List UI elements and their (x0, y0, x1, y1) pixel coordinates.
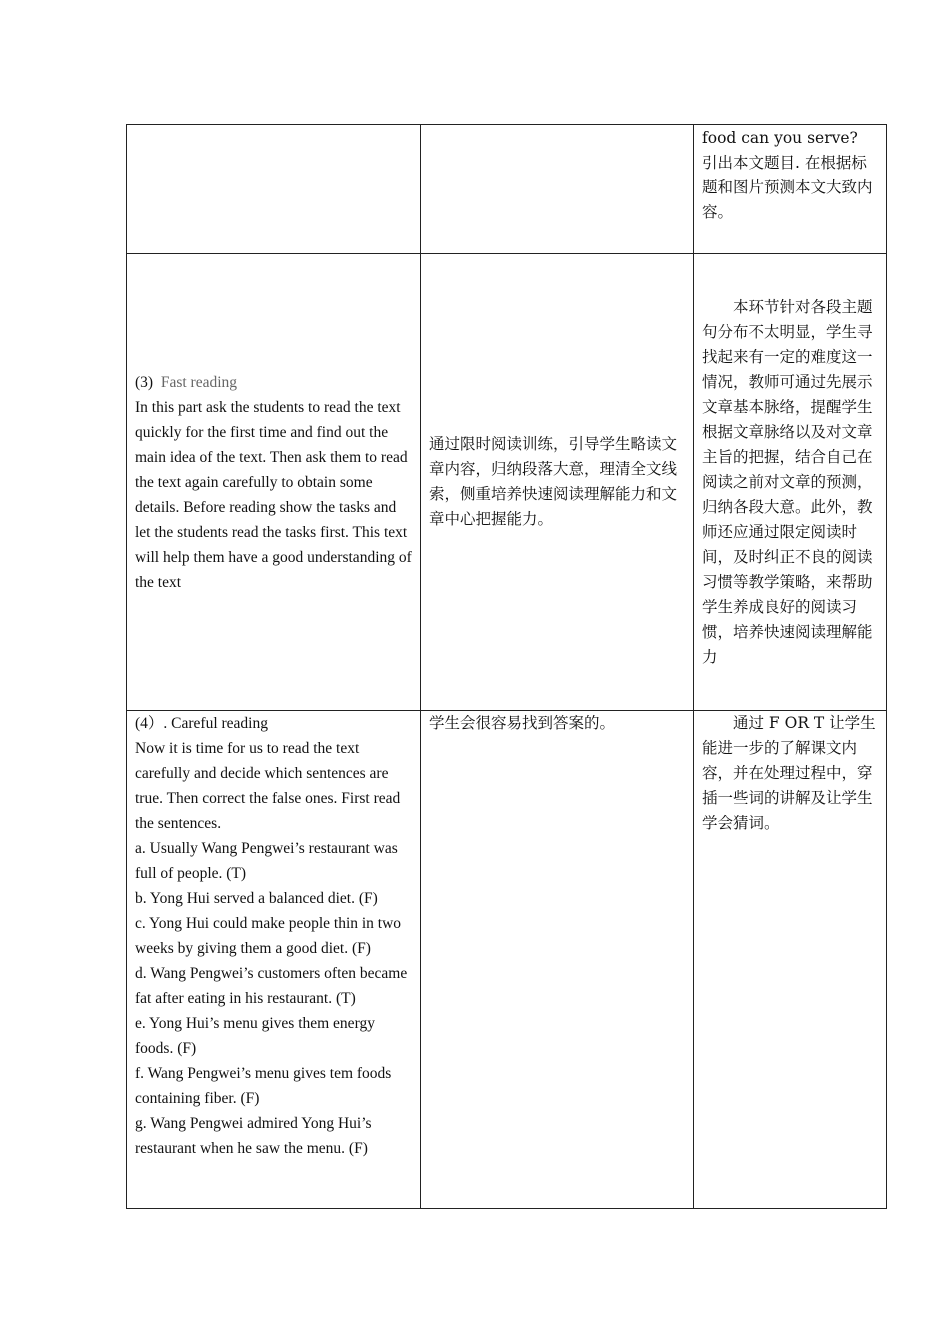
lesson-plan-table (126, 124, 887, 1209)
table-row (127, 711, 887, 1209)
purpose-text: 学生会很容易找到答案的。 (429, 714, 616, 732)
statement-item: d. Wang Pengwei’s customers often became fat after eating in his restaurant. (T) (135, 965, 408, 1007)
intention-text: 本环节针对各段主题句分布不太明显，学生寻找起来有一定的难度这一情况，教师可通过先展示文章基本脉络，提醒学生根据文章脉络以及对文章主旨的把握，结合自己在阅读之前对文章的预测，归纳各段大意。此外，教师还应通过限定阅读时间，及时纠正不良的阅读习惯等教学策略，来帮助学生养成良好的阅读习惯，培养快速阅读理解能力 (702, 297, 873, 666)
section-intro: Now it is time for us to read the text carefully and decide which sentences are true. Then correct the false ones. First read the sentences. (135, 740, 401, 832)
section-number: (3) (135, 373, 154, 391)
cell-activity (127, 254, 421, 711)
section-body: In this part ask the students to read the text quickly for the first time and find out the main idea of the text. Then ask them to read the text again carefully to obtain some details. Before reading show the tasks and let the students read the tasks first. This text will help them have a good understanding of the text (135, 398, 412, 591)
cell-purpose (421, 125, 694, 254)
statement-item: c. Yong Hui could make people thin in two weeks by giving them a good diet. (F) (135, 915, 402, 957)
statement-item: g. Wang Pengwei admired Yong Hui’s restaurant when he saw the menu. (F) (135, 1115, 372, 1157)
statement-item: b. Yong Hui served a balanced diet. (F) (135, 890, 378, 907)
cell-intention (694, 125, 887, 254)
cell-activity (127, 711, 421, 1209)
cell-activity (127, 125, 421, 254)
cell-intention (694, 711, 887, 1209)
cell-purpose (421, 711, 694, 1209)
statement-item: f. Wang Pengwei’s menu gives tem foods containing fiber. (F) (135, 1065, 392, 1107)
intention-text: 通过 F OR T 让学生能进一步的了解课文内容，并在处理过程中，穿插一些词的讲解及让学生学会猜词。 (702, 714, 876, 832)
statement-item: a. Usually Wang Pengwei’s restaurant was full of people. (T) (135, 840, 398, 882)
section-heading: (4）. Careful reading (135, 715, 268, 732)
cell-purpose (421, 254, 694, 711)
section-title: Fast reading (160, 373, 238, 391)
table-row (127, 254, 887, 711)
cell-intention (694, 254, 887, 711)
statement-item: e. Yong Hui’s menu gives them energy foods. (F) (135, 1015, 375, 1057)
purpose-text: 通过限时阅读训练，引导学生略读文章内容，归纳段落大意，理清全文线索，侧重培养快速阅读理解能力和文章中心把握能力。 (429, 435, 678, 528)
intention-text: food can you serve? 引出本文题目. 在根据标题和图片预测本文大致内容。 (702, 129, 873, 221)
table-row (127, 125, 887, 254)
section-heading (135, 370, 412, 395)
